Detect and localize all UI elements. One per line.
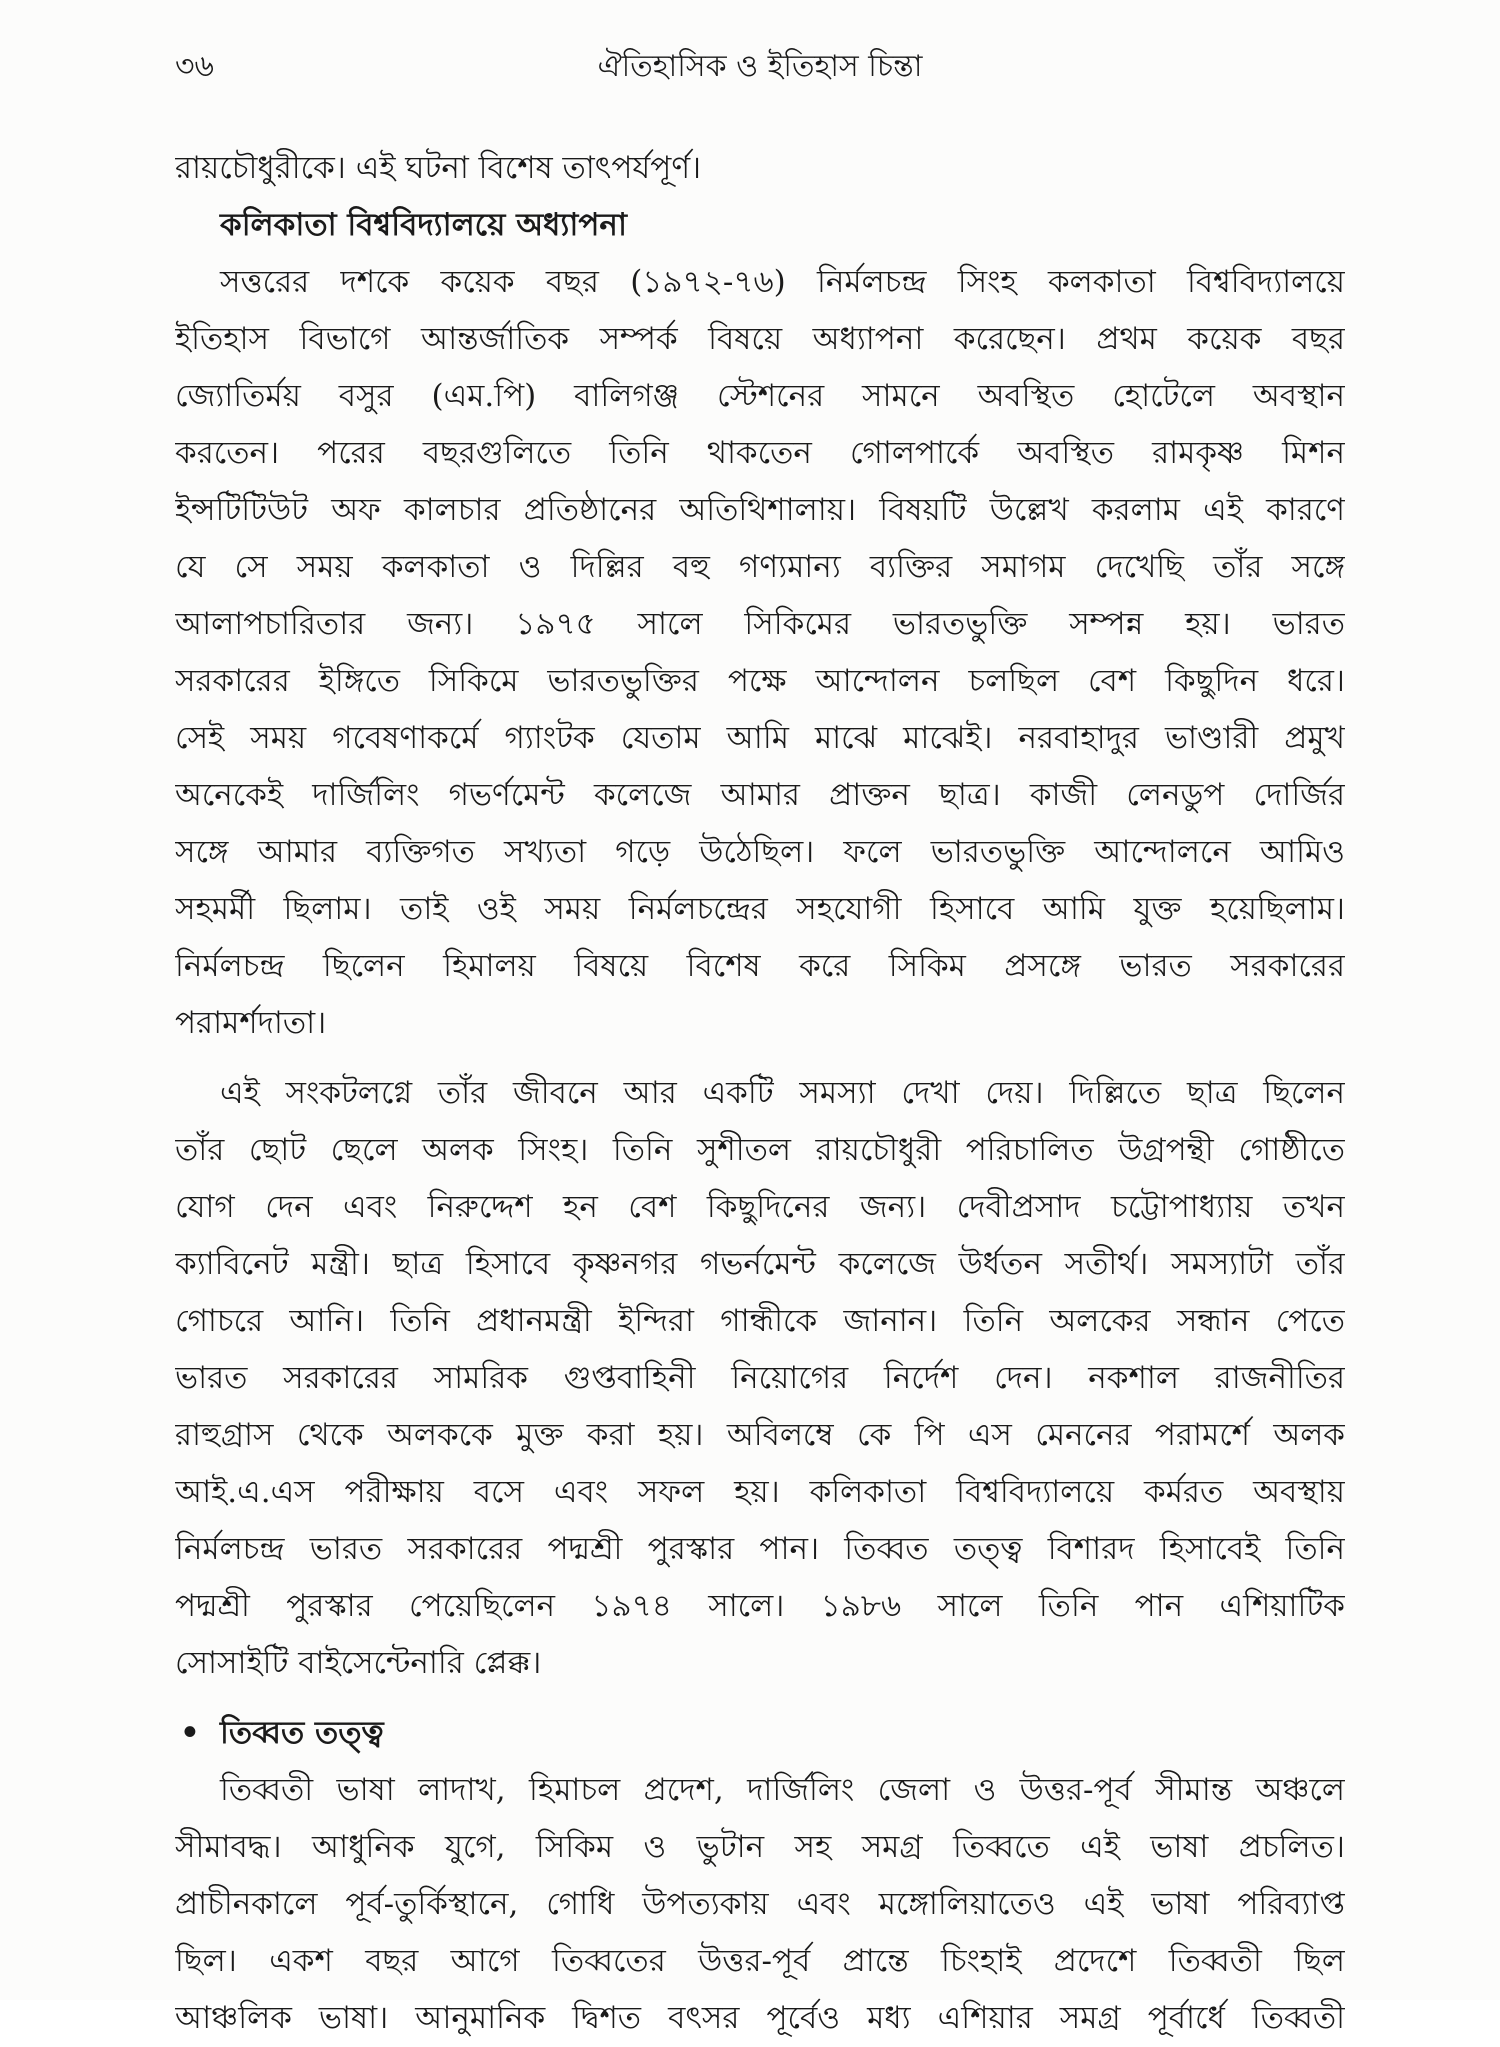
body-text [175, 140, 1345, 2047]
paragraph-line: আঞ্চলিক ভাষা। আনুমানিক দ্বিশত বৎসর পূর্বেও মধ্য এশিয়ার সমগ্র পূর্বার্ধে তিব্বতী [175, 2000, 1345, 2036]
paragraph-line: ক্যাবিনেট মন্ত্রী। ছাত্র হিসাবে কৃষ্ণনগর গভর্নমেন্ট কলেজে উর্ধতন সতীর্থ। সমস্যাটা তাঁর [175, 1246, 1345, 1282]
paragraph-line: রাহুগ্রাস থেকে অলককে মুক্ত করা হয়। অবিলম্বে কে পি এস মেননের পরামর্শে অলক [175, 1417, 1345, 1453]
paragraph-line: ইতিহাস বিভাগে আন্তর্জাতিক সম্পর্ক বিষয়ে অধ্যাপনা করেছেন। প্রথম কয়েক বছর [175, 321, 1345, 357]
paragraph-line: ভারত সরকারের সামরিক গুপ্তবাহিনী নিয়োগের নির্দেশ দেন। নকশাল রাজনীতির [175, 1360, 1345, 1396]
paragraph-line: অনেকেই দার্জিলিং গভর্ণমেন্ট কলেজে আমার প্রাক্তন ছাত্র। কাজী লেনডুপ দোর্জির [175, 777, 1345, 813]
section-heading-calcutta-university: কলিকাতা বিশ্ববিদ্যালয়ে অধ্যাপনা [220, 207, 627, 243]
paragraph-line: আলাপচারিতার জন্য। ১৯৭৫ সালে সিকিমের ভারতভুক্তি সম্পন্ন হয়। ভারত [175, 606, 1345, 642]
paragraph-line: এই সংকটলগ্নে তাঁর জীবনে আর একটি সমস্যা দেখা দেয়। দিল্লিতে ছাত্র ছিলেন [220, 1075, 1345, 1111]
paragraph-line: আই.এ.এস পরীক্ষায় বসে এবং সফল হয়। কলিকাতা বিশ্ববিদ্যালয়ে কর্মরত অবস্থায় [175, 1474, 1345, 1510]
paragraph-line: যোগ দেন এবং নিরুদ্দেশ হন বেশ কিছুদিনের জন্য। দেবীপ্রসাদ চট্টোপাধ্যায় তখন [175, 1189, 1345, 1225]
section-heading-tibet-studies [175, 1705, 1345, 1762]
running-head [175, 42, 1345, 92]
paragraph-line: সীমাবদ্ধ। আধুনিক যুগে, সিকিম ও ভুটান সহ সমগ্র তিব্বতে এই ভাষা প্রচলিত। [175, 1829, 1345, 1865]
paragraph-line: গোচরে আনি। তিনি প্রধানমন্ত্রী ইন্দিরা গান্ধীকে জানান। তিনি অলকের সন্ধান পেতে [175, 1303, 1345, 1339]
paragraph-line: জ্যোতির্ময় বসুর (এম.পি) বালিগঞ্জ স্টেশনের সামনে অবস্থিত হোটেলে অবস্থান [175, 378, 1345, 414]
paragraph-line: সোসাইটি বাইসেন্টেনারি প্লেক্ক। [175, 1645, 542, 1681]
paragraph-line: তাঁর ছোট ছেলে অলক সিংহ। তিনি সুশীতল রায়চৌধুরী পরিচালিত উগ্রপন্থী গোষ্ঠীতে [175, 1132, 1345, 1168]
paragraph-line: সঙ্গে আমার ব্যক্তিগত সখ্যতা গড়ে উঠেছিল। ফলে ভারতভুক্তি আন্দোলনে আমিও [175, 834, 1345, 870]
paragraph-line: সহমর্মী ছিলাম। তাই ওই সময় নির্মলচন্দ্রের সহযোগী হিসাবে আমি যুক্ত হয়েছিলাম। [175, 891, 1345, 927]
paragraph-line: সরকারের ইঙ্গিতে সিকিমে ভারতভুক্তির পক্ষে আন্দোলন চলছিল বেশ কিছুদিন ধরে। [175, 663, 1345, 699]
paragraph-line: নির্মলচন্দ্র ছিলেন হিমালয় বিষয়ে বিশেষ করে সিকিম প্রসঙ্গে ভারত সরকারের [175, 948, 1345, 984]
paragraph-line: করতেন। পরের বছরগুলিতে তিনি থাকতেন গোলপার্কে অবস্থিত রামকৃষ্ণ মিশন [175, 435, 1345, 471]
section-heading-label: তিব্বত তত্ত্ব [220, 1715, 384, 1751]
paragraph-line: সত্তরের দশকে কয়েক বছর (১৯৭২-৭৬) নির্মলচন্দ্র সিংহ কলকাতা বিশ্ববিদ্যালয়ে [220, 264, 1345, 300]
running-title: ঐতিহাসিক ও ইতিহাস চিন্তা [597, 49, 923, 84]
paragraph-gap [175, 1692, 1345, 1705]
paragraph-gap [175, 1052, 1345, 1065]
paragraph-line: প্রাচীনকালে পূর্ব-তুর্কিস্থানে, গোধি উপত্যকায় এবং মঙ্গোলিয়াতেও এই ভাষা পরিব্যাপ্ত [175, 1886, 1345, 1922]
paragraph-line: সেই সময় গবেষণাকর্মে গ্যাংটক যেতাম আমি মাঝে মাঝেই। নরবাহাদুর ভাণ্ডারী প্রমুখ [175, 720, 1345, 756]
paragraph-line: নির্মলচন্দ্র ভারত সরকারের পদ্মশ্রী পুরস্কার পান। তিব্বত তত্ত্ব বিশারদ হিসাবেই তিনি [175, 1531, 1345, 1567]
paragraph-line: যে সে সময় কলকাতা ও দিল্লির বহু গণ্যমান্য ব্যক্তির সমাগম দেখেছি তাঁর সঙ্গে [175, 549, 1345, 585]
paragraph-line: তিব্বতী ভাষা লাদাখ, হিমাচল প্রদেশ, দার্জিলিং জেলা ও উত্তর-পূর্ব সীমান্ত অঞ্চলে [220, 1772, 1345, 1808]
paragraph-line: পরামর্শদাতা। [175, 1005, 327, 1041]
paragraph-line: ছিল। একশ বছর আগে তিব্বতের উত্তর-পূর্ব প্রান্তে চিংহাই প্রদেশে তিব্বতী ছিল [175, 1943, 1345, 1979]
paragraph-line: পদ্মশ্রী পুরস্কার পেয়েছিলেন ১৯৭৪ সালে। ১৯৮৬ সালে তিনি পান এশিয়াটিক [175, 1588, 1345, 1624]
bullet-mark: • [180, 1715, 200, 1751]
paragraph-line: ইন্সটিটিউট অফ কালচার প্রতিষ্ঠানের অতিথিশালায়। বিষয়টি উল্লেখ করলাম এই কারণে [175, 492, 1345, 528]
page-number: ৩৬ [175, 49, 215, 84]
paragraph-line: রায়চৌধুরীকে। এই ঘটনা বিশেষ তাৎপর্যপূর্ণ। [175, 150, 702, 186]
